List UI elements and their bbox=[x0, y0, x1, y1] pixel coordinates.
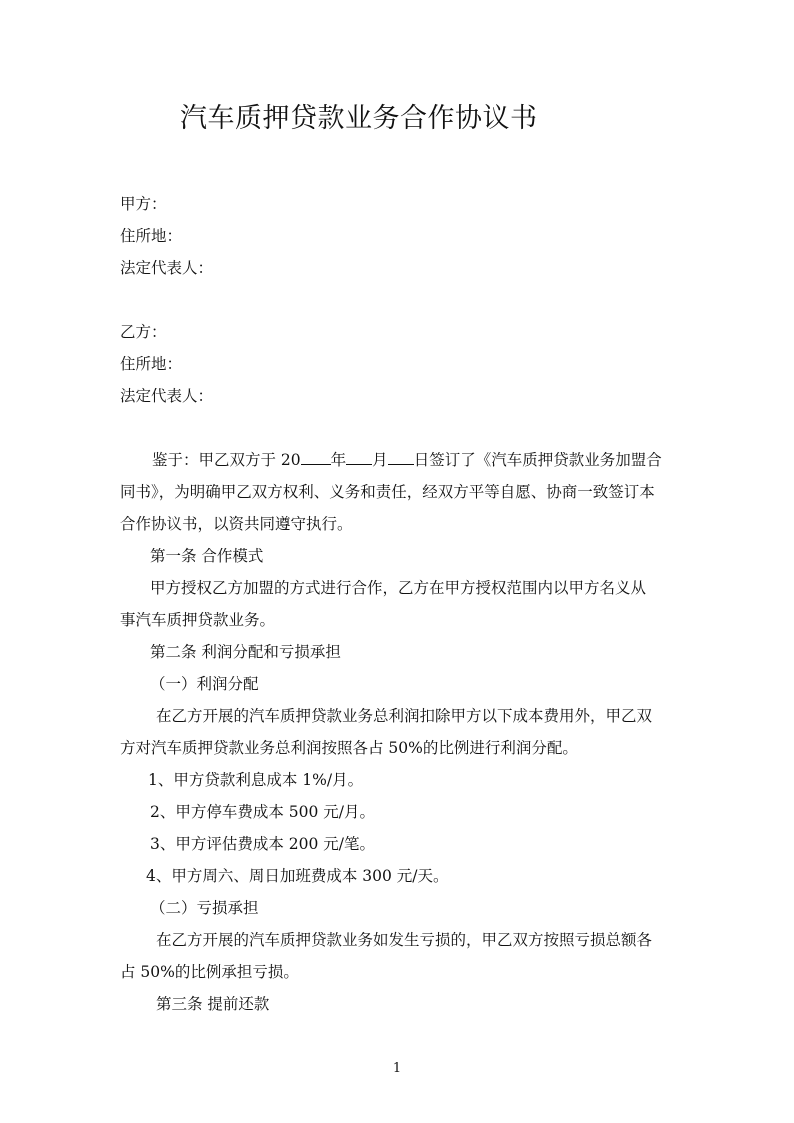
list-item: 1、甲方贷款利息成本 1%/月。 bbox=[148, 771, 364, 789]
article-1-line-2: 事汽车质押贷款业务。 bbox=[120, 611, 276, 629]
preamble-year: 年 bbox=[330, 451, 347, 469]
party-a-name-label: 甲方： bbox=[120, 195, 167, 213]
article-2-section-1-heading: （一）利润分配 bbox=[150, 675, 259, 693]
article-3-heading: 第三条 提前还款 bbox=[156, 995, 270, 1013]
list-item: 2、甲方停车费成本 500 元/月。 bbox=[150, 803, 376, 821]
article-1-heading: 第一条 合作模式 bbox=[150, 547, 264, 565]
article-2-section-2-line-1: 在乙方开展的汽车质押贷款业务如发生亏损的，甲乙双方按照亏损总额各 bbox=[156, 931, 653, 949]
preamble-line-3: 合作协议书，以资共同遵守执行。 bbox=[120, 515, 353, 533]
preamble-text-end: 日签订了《汽车质押贷款业务加盟合 bbox=[413, 451, 662, 469]
preamble-text-start: 鉴于：甲乙双方于 20 bbox=[152, 451, 301, 469]
party-b-name-label: 乙方： bbox=[120, 323, 167, 341]
article-2-section-1-line-2: 方对汽车质押贷款业务总利润按照各占 50%的比例进行利润分配。 bbox=[120, 739, 578, 757]
day-blank bbox=[388, 450, 414, 465]
preamble-line-2: 同书》，为明确甲乙双方权利、义务和责任，经双方平等自愿、协商一致签订本 bbox=[120, 483, 655, 501]
preamble-month: 月 bbox=[372, 451, 388, 469]
article-1-line-1: 甲方授权乙方加盟的方式进行合作，乙方在甲方授权范围内以甲方名义从 bbox=[150, 579, 647, 597]
list-item: 3、甲方评估费成本 200 元/笔。 bbox=[150, 835, 376, 853]
page-number: 1 bbox=[392, 1061, 402, 1076]
document-title: 汽车质押贷款业务合作协议书 bbox=[180, 103, 538, 134]
article-2-section-2-line-2: 占 50%的比例承担亏损。 bbox=[120, 963, 299, 981]
party-b-representative-label: 法定代表人： bbox=[120, 387, 214, 405]
preamble-line-1 bbox=[152, 450, 662, 470]
list-item: 4、甲方周六、周日加班费成本 300 元/天。 bbox=[146, 867, 449, 885]
party-a-representative-label: 法定代表人： bbox=[120, 259, 214, 277]
article-2-heading: 第二条 利润分配和亏损承担 bbox=[150, 643, 341, 661]
month-blank bbox=[346, 450, 372, 465]
article-2-section-2-heading: （二）亏损承担 bbox=[150, 899, 259, 917]
year-blank bbox=[301, 450, 331, 465]
party-b-address-label: 住所地： bbox=[120, 355, 183, 373]
article-2-section-1-line-1: 在乙方开展的汽车质押贷款业务总利润扣除甲方以下成本费用外，甲乙双 bbox=[156, 707, 653, 725]
party-a-address-label: 住所地： bbox=[120, 227, 183, 245]
